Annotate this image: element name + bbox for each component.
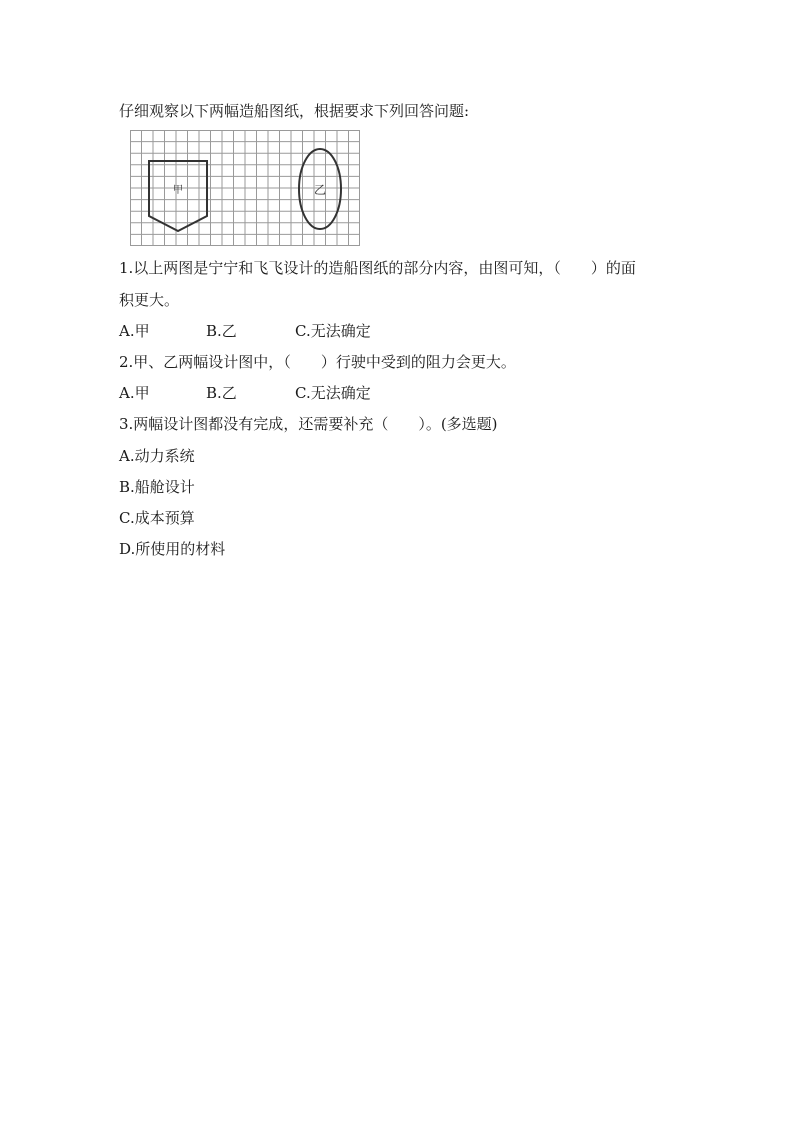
q3-option-a: A.动力系统 <box>119 447 195 465</box>
ship-a-label: 甲 <box>173 185 183 196</box>
question-2-line-1: 2.甲、乙两幅设计图中，（ ）行驶中受到的阻力会更大。 <box>119 353 516 371</box>
q2-option-b: B.乙 <box>206 384 237 402</box>
question-3-line-1: 3.两幅设计图都没有完成，还需要补充（ ）。(多选题) <box>119 415 498 433</box>
question-1-line-1: 1.以上两图是宁宁和飞飞设计的造船图纸的部分内容，由图可知，（ ）的面 <box>119 259 636 277</box>
ship-a-shape <box>149 161 207 231</box>
q3-option-d: D.所使用的材料 <box>119 540 226 558</box>
question-1-line-2: 积更大。 <box>119 291 180 309</box>
q2-option-a: A.甲 <box>119 384 150 402</box>
q1-option-b: B.乙 <box>206 322 237 340</box>
ship-design-figure <box>130 130 360 246</box>
q1-option-a: A.甲 <box>119 322 150 340</box>
q3-option-b: B.船舱设计 <box>119 478 195 496</box>
q2-option-c: C.无法确定 <box>295 384 371 402</box>
intro-text: 仔细观察以下两幅造船图纸，根据要求下列回答问题: <box>119 102 470 120</box>
grid-drawing <box>130 130 360 246</box>
q3-option-c: C.成本预算 <box>119 509 195 527</box>
q1-option-c: C.无法确定 <box>295 322 371 340</box>
ship-b-label: 乙 <box>313 183 327 197</box>
